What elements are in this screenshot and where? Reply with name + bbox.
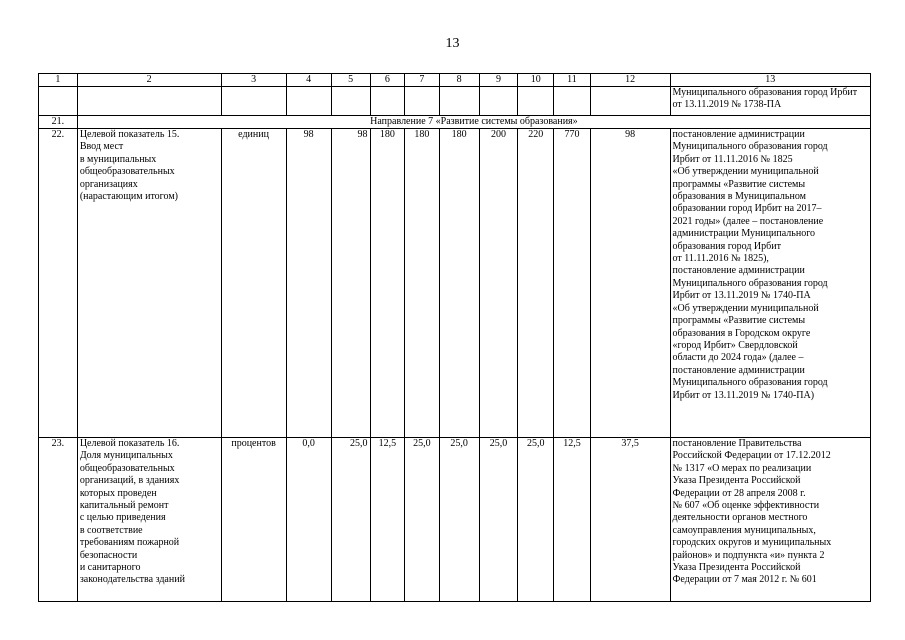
source-document-cell: постановление Правительства Российской Федерации от 17.12.2012 № 1317 «О мерах по реализации Указа Президента Российской Федерации от 28 апреля 2008 г. № 607 «Об оценке эффективности деятельности органов местного самоуправления муниципальных, городских округов и муниципальных районов» и подпункта «и» пункта 2 Указа Президента Российской Федерации от 7 мая 2012 г. № 601 bbox=[670, 438, 870, 602]
column-header: 8 bbox=[439, 74, 479, 87]
value-cell: 25,0 bbox=[439, 438, 479, 602]
column-header: 2 bbox=[77, 74, 221, 87]
table-cell bbox=[405, 87, 440, 116]
table-header-row bbox=[39, 74, 871, 87]
source-document-cell: Муниципального образования город Ирбит от 13.11.2019 № 1738-ПА bbox=[670, 87, 870, 116]
column-header: 7 bbox=[405, 74, 440, 87]
value-cell: 25,0 bbox=[518, 438, 554, 602]
column-header: 10 bbox=[518, 74, 554, 87]
value-cell: 12,5 bbox=[554, 438, 591, 602]
value-cell: 180 bbox=[405, 129, 440, 438]
value-cell: 98 bbox=[590, 129, 670, 438]
column-header: 12 bbox=[590, 74, 670, 87]
table-cell bbox=[479, 87, 518, 116]
indicator-name: Целевой показатель 15. Ввод мест в муниципальных общеобразовательных организациях (нарастающим итогом) bbox=[77, 129, 221, 438]
indicators-table bbox=[38, 73, 871, 602]
column-header: 6 bbox=[370, 74, 405, 87]
table-row bbox=[39, 438, 871, 602]
table-row bbox=[39, 129, 871, 438]
section-title: Направление 7 «Развитие системы образования» bbox=[77, 116, 870, 129]
unit-cell: процентов bbox=[221, 438, 286, 602]
value-cell: 25,0 bbox=[405, 438, 440, 602]
table-cell bbox=[286, 87, 331, 116]
row-number: 21. bbox=[39, 116, 78, 129]
column-header: 13 bbox=[670, 74, 870, 87]
value-cell: 180 bbox=[439, 129, 479, 438]
column-header: 4 bbox=[286, 74, 331, 87]
column-header: 1 bbox=[39, 74, 78, 87]
indicator-name: Целевой показатель 16. Доля муниципальных общеобразовательных организаций, в зданиях которых проведен капитальный ремонт с целью приведения в соответствие требованиям пожарной безопасности и санитарного законодательства зданий bbox=[77, 438, 221, 602]
row-number: 23. bbox=[39, 438, 78, 602]
table-cell bbox=[554, 87, 591, 116]
column-header: 3 bbox=[221, 74, 286, 87]
table-cell bbox=[221, 87, 286, 116]
table-cell bbox=[439, 87, 479, 116]
value-cell: 98 bbox=[286, 129, 331, 438]
column-header: 9 bbox=[479, 74, 518, 87]
table-cell bbox=[370, 87, 405, 116]
value-cell: 37,5 bbox=[590, 438, 670, 602]
value-cell: 25,0 bbox=[331, 438, 370, 602]
table-cell bbox=[590, 87, 670, 116]
value-cell: 12,5 bbox=[370, 438, 405, 602]
page-number: 13 bbox=[445, 36, 460, 51]
value-cell: 180 bbox=[370, 129, 405, 438]
unit-cell: единиц bbox=[221, 129, 286, 438]
table-cell bbox=[518, 87, 554, 116]
column-header: 11 bbox=[554, 74, 591, 87]
value-cell: 25,0 bbox=[479, 438, 518, 602]
table-cell bbox=[77, 87, 221, 116]
table-cell bbox=[331, 87, 370, 116]
source-document-cell: постановление администрации Муниципального образования город Ирбит от 11.11.2016 № 1825 «Об утверждении муниципальной программы «Развитие системы образования в Муниципальном образовании город Ирбит на 2017– 2021 годы» (далее – постановление администрации Муниципального образования город Ирбит от 11.11.2016 № 1825), постановление администрации Муниципального образования город Ирбит от 13.11.2019 № 1740-ПА «Об утверждении муниципальной программы «Развитие системы образования в Городском округе «город Ирбит» Свердловской области до 2024 года» (далее – постановление администрации Муниципального образования город Ирбит от 13.11.2019 № 1740-ПА) bbox=[670, 129, 870, 438]
continuation-row bbox=[39, 87, 871, 116]
column-header: 5 bbox=[331, 74, 370, 87]
row-number: 22. bbox=[39, 129, 78, 438]
table-cell bbox=[39, 87, 78, 116]
value-cell: 220 bbox=[518, 129, 554, 438]
value-cell: 200 bbox=[479, 129, 518, 438]
section-row bbox=[39, 116, 871, 129]
value-cell: 98 bbox=[331, 129, 370, 438]
value-cell: 0,0 bbox=[286, 438, 331, 602]
value-cell: 770 bbox=[554, 129, 591, 438]
